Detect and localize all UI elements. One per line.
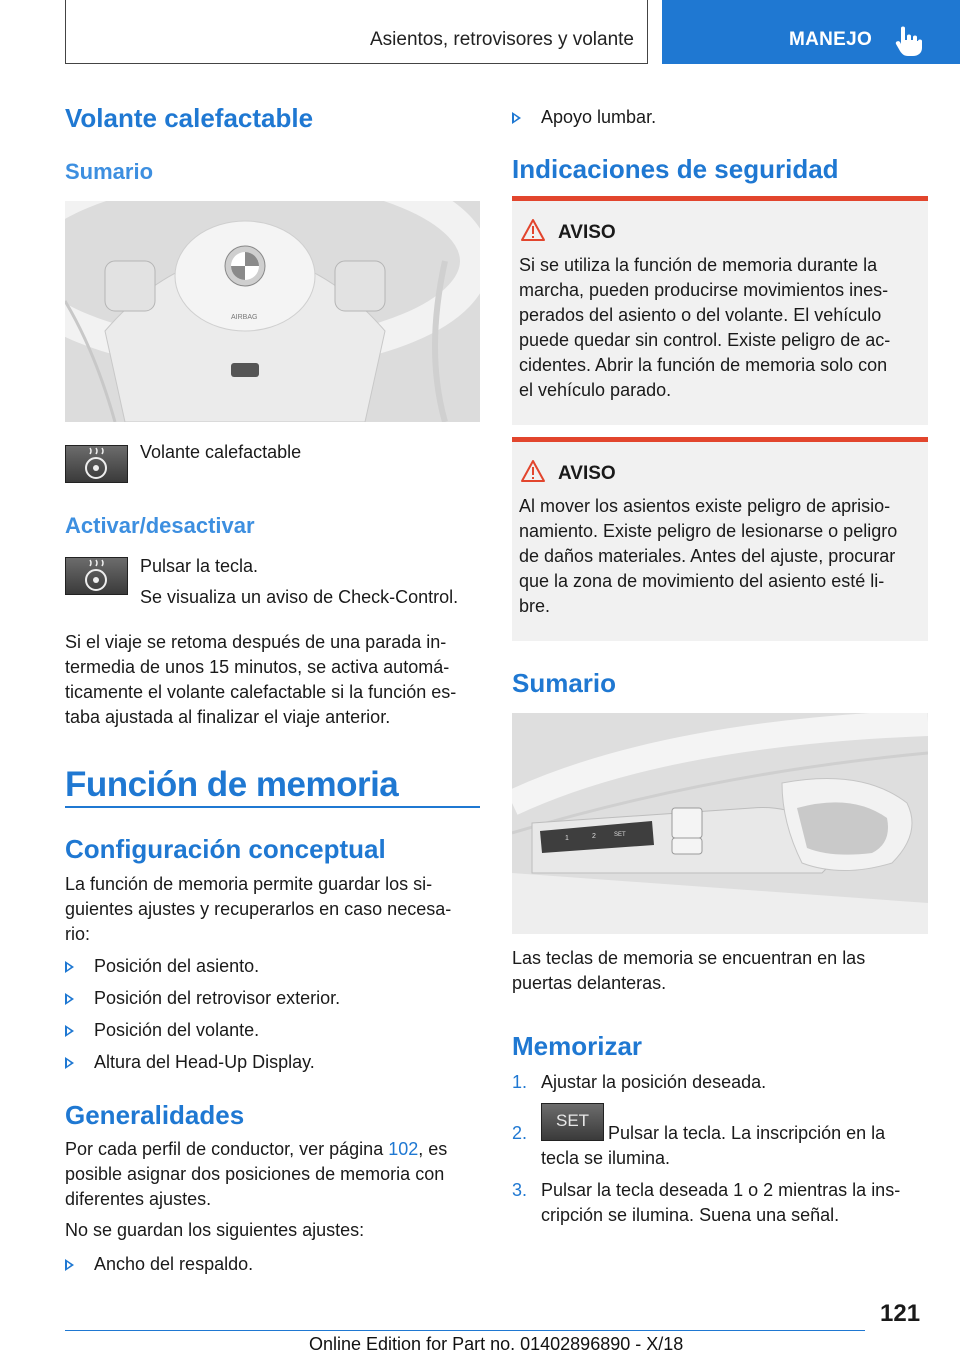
resume-line-1: Si el viaje se retoma después de una parada in- [65, 632, 447, 652]
heated-wheel-caption: Volante calefactable [140, 442, 302, 462]
warning-box-1 [512, 196, 928, 425]
resume-line-2: termedia de unos 15 minutos, se activa automá- [65, 657, 450, 677]
triangle-bullet-icon [65, 1057, 74, 1069]
page-link-102[interactable]: 102 [388, 1139, 419, 1159]
toggle-line-2: Se visualiza un aviso de Check-Control. [140, 587, 459, 607]
concept-title: Configuración conceptual [65, 834, 386, 864]
memorize-title: Memorizar [512, 1031, 643, 1061]
step-2-text-2: tecla se ilumina. [541, 1148, 671, 1168]
step-2-text: Pulsar la tecla. La inscripción en la [608, 1123, 886, 1143]
door-caption-line-2: puertas delanteras. [512, 973, 667, 993]
door-memory-keys-photo [512, 713, 928, 934]
general-line-2: posible asignar dos posiciones de memoria con [65, 1164, 445, 1184]
general-line-3: diferentes ajustes. [65, 1189, 212, 1209]
door-caption-line-1: Las teclas de memoria se encuentran en las [512, 948, 866, 968]
photo-key-1: 1 [565, 835, 569, 842]
warning-body-2: Al mover los asientos existe peligro de aprisio- namiento. Existe peligro de lesionarse o peligro de daños materiales. Antes del ajuste, procurar que la zona de movimiento del asiento esté li- bre. [519, 496, 898, 616]
concept-line-3: rio: [65, 924, 91, 944]
warning-triangle-icon [520, 218, 546, 242]
triangle-bullet-icon [65, 993, 74, 1005]
pointing-hand-icon [895, 25, 923, 57]
summary-title-left: Sumario [65, 159, 154, 184]
footer-rule [65, 1330, 865, 1331]
triangle-bullet-icon [65, 1259, 74, 1271]
toggle-line-1: Pulsar la tecla. [140, 556, 259, 576]
general-line-1: Por cada perfil de conductor, ver página 102, es [65, 1139, 448, 1159]
header-section-tab [65, 0, 648, 64]
safety-title: Indicaciones de seguridad [512, 154, 839, 184]
summary-title-right: Sumario [512, 668, 617, 698]
warning-title-1: AVISO [558, 222, 616, 243]
not-saved-intro: No se guardan los siguientes ajustes: [65, 1220, 365, 1240]
warning-body-1: Si se utiliza la función de memoria durante la marcha, pueden producirse movimientos ines- perados del asiento o del volante. El vehículo puede quedar sin control. Existe peligro de ac- cidentes. Abrir la función de memoria solo con el vehículo parado. [519, 255, 891, 400]
toggle-title: Activar/desactivar [65, 513, 255, 538]
concept-line-2: guientes ajustes y recuperarlos en caso necesa- [65, 899, 452, 919]
airbag-label: AIRBAG [231, 314, 258, 321]
triangle-bullet-icon [65, 961, 74, 973]
resume-line-4: taba ajustada al finalizar el viaje anterior. [65, 707, 391, 727]
heated-wheel-key-icon-2 [65, 557, 128, 595]
triangle-bullet-icon [65, 1025, 74, 1037]
photo-key-set: SET [614, 832, 626, 838]
general-title: Generalidades [65, 1100, 245, 1130]
footer-edition: Online Edition for Part no. 01402896890 - X/18 [309, 1334, 684, 1354]
photo-key-2: 2 [592, 833, 596, 840]
resume-line-3: ticamente el volante calefactable si la función es- [65, 682, 457, 702]
header-section-title: Asientos, retrovisores y volante [369, 29, 634, 50]
title-rule [65, 806, 480, 808]
heated-wheel-key-icon [65, 445, 128, 483]
page-number: 121 [880, 1300, 921, 1327]
triangle-bullet-icon [512, 112, 521, 124]
header-chapter-title: MANEJO [789, 29, 873, 50]
warning-triangle-icon [520, 459, 546, 483]
memory-function-title: Función de memoria [65, 765, 399, 804]
heated-wheel-title: Volante calefactable [65, 103, 314, 133]
warning-box-2 [512, 437, 928, 641]
step-3-text-2: cripción se ilumina. Suena una señal. [541, 1205, 840, 1225]
concept-line-1: La función de memoria permite guardar los si- [65, 874, 433, 894]
steering-wheel-photo [65, 201, 480, 422]
warning-title-2: AVISO [558, 463, 616, 484]
set-key-icon: SET [541, 1103, 604, 1141]
